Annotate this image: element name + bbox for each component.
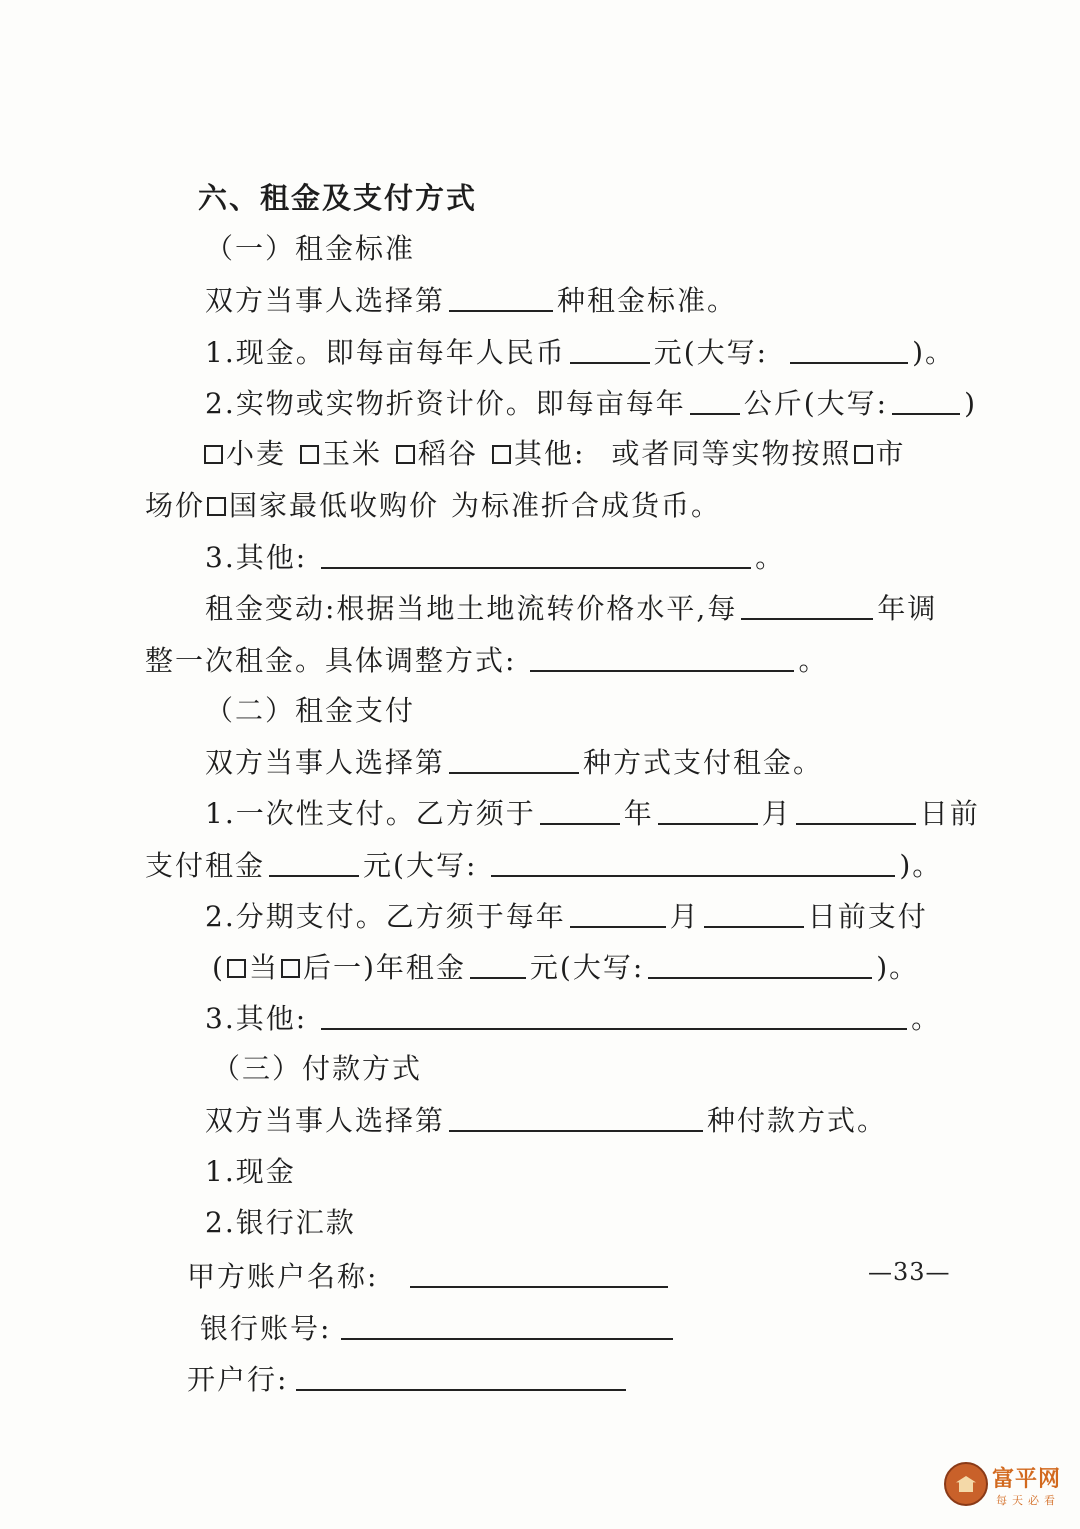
- blank-field[interactable]: [892, 383, 960, 415]
- blank-field[interactable]: [704, 896, 804, 928]
- blank-field[interactable]: [449, 1100, 703, 1132]
- watermark-slogan: 每天必看: [996, 1494, 1060, 1507]
- payment-choice: 双方当事人选择第 种方式支付租金。: [205, 742, 823, 782]
- crop-options: 小麦 玉米 稻谷 其他: 或者同等实物按照 市: [202, 434, 906, 474]
- blank-field[interactable]: [470, 947, 526, 979]
- blank-field[interactable]: [321, 998, 907, 1030]
- account-number-row: 银行账号:: [200, 1308, 677, 1348]
- subsection-title-rent-payment: （二）租金支付: [205, 694, 416, 727]
- blank-field[interactable]: [530, 640, 794, 672]
- rent-option-cash: 1.现金。即每亩每年人民币 元(大写: )。: [205, 332, 955, 372]
- checkbox[interactable]: [227, 959, 246, 978]
- blank-field[interactable]: [570, 896, 666, 928]
- blank-field[interactable]: [540, 793, 620, 825]
- blank-field[interactable]: [796, 793, 916, 825]
- blank-field[interactable]: [741, 588, 873, 620]
- watermark-brand: 富平网: [992, 1467, 1062, 1492]
- blank-field[interactable]: [449, 280, 553, 312]
- payment-installment: 2.分期支付。乙方须于每年 月 日前支付: [205, 896, 928, 936]
- bank-field[interactable]: [296, 1359, 626, 1391]
- checkbox[interactable]: [396, 445, 415, 464]
- payment-lump-sum-amount: 支付租金 元(大写: )。: [145, 845, 942, 885]
- payment-other: 3.其他: 。: [205, 998, 941, 1038]
- checkbox[interactable]: [300, 445, 319, 464]
- account-name-row: 甲方账户名称:: [187, 1256, 672, 1296]
- page-number: —33—: [868, 1258, 951, 1286]
- rent-standard-choice: 双方当事人选择第 种租金标准。: [205, 280, 737, 320]
- checkbox[interactable]: [854, 445, 873, 464]
- price-basis: 场价 国家最低收购价 为标准折合成货币。: [145, 489, 722, 522]
- payment-method-bank-transfer: 2.银行汇款: [205, 1206, 356, 1239]
- section-title: 六、租金及支付方式: [198, 181, 478, 215]
- account-name-field[interactable]: [410, 1256, 668, 1288]
- blank-field[interactable]: [790, 332, 908, 364]
- gate-tower-icon: [944, 1462, 988, 1506]
- blank-field[interactable]: [690, 383, 740, 415]
- blank-field[interactable]: [491, 845, 895, 877]
- subsection-title-payment-method: （三）付款方式: [212, 1052, 423, 1085]
- payment-installment-amount: ( 当 后一)年租金 元(大写: )。: [212, 947, 919, 987]
- payment-lump-sum: 1.一次性支付。乙方须于 年 月 日前: [205, 793, 980, 833]
- rent-option-in-kind: 2.实物或实物折资计价。即每亩每年 公斤(大写: ): [205, 383, 977, 423]
- blank-field[interactable]: [648, 947, 872, 979]
- account-number-field[interactable]: [341, 1308, 673, 1340]
- checkbox[interactable]: [204, 445, 223, 464]
- blank-field[interactable]: [321, 537, 751, 569]
- rent-change: 租金变动:根据当地土地流转价格水平,每 年调: [205, 588, 937, 628]
- rent-change-method: 整一次租金。具体调整方式: 。: [145, 640, 828, 680]
- blank-field[interactable]: [658, 793, 758, 825]
- checkbox[interactable]: [281, 959, 300, 978]
- blank-field[interactable]: [570, 332, 650, 364]
- watermark-logo: [944, 1458, 1074, 1518]
- rent-option-other: 3.其他: 。: [205, 537, 785, 577]
- blank-field[interactable]: [269, 845, 359, 877]
- bank-row: 开户行:: [187, 1359, 630, 1399]
- payment-method-cash: 1.现金: [205, 1155, 296, 1188]
- payment-method-choice: 双方当事人选择第 种付款方式。: [205, 1100, 887, 1140]
- checkbox[interactable]: [207, 497, 226, 516]
- subsection-title-rent-standard: （一）租金标准: [205, 232, 416, 265]
- checkbox[interactable]: [492, 445, 511, 464]
- blank-field[interactable]: [449, 742, 579, 774]
